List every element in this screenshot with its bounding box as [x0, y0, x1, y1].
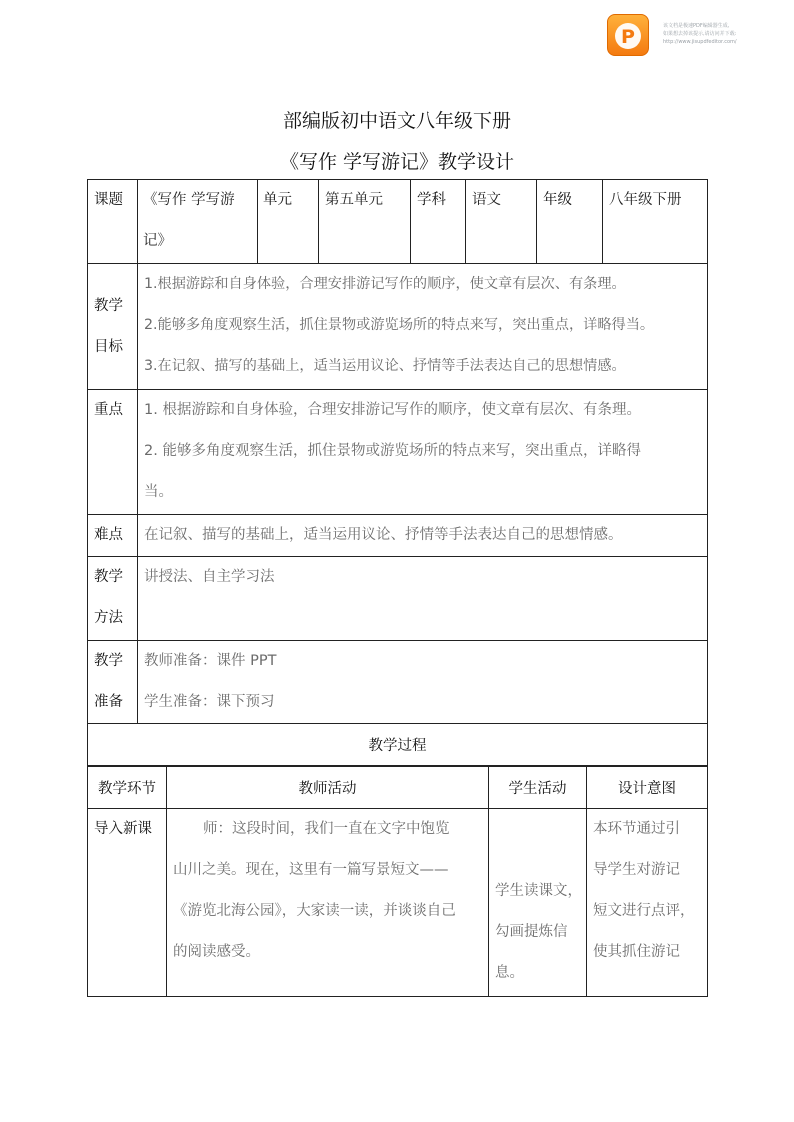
label-goals — [88, 264, 138, 390]
process-table — [87, 766, 708, 997]
col-design-intent: 设计意图 — [587, 767, 708, 809]
difficulty-content: 在记叙、描写的基础上，适当运用议论、抒情等手法表达自己的思想情感。 — [138, 515, 708, 557]
key-point-line-1: 1. 根据游踪和自身体验，合理安排游记写作的顺序，使文章有层次、有条理。 — [144, 402, 641, 418]
intro-teacher-line-1: 师：这段时间，我们一直在文字中饱览 — [203, 821, 450, 837]
label-topic: 课题 — [88, 180, 138, 264]
goal-item-2: 2.能够多角度观察生活，抓住景物或游览场所的特点来写，突出重点，详略得当。 — [144, 317, 655, 333]
unit-value: 第五单元 — [319, 180, 411, 264]
label-method-line-2: 方法 — [94, 610, 123, 626]
goal-item-1: 1.根据游踪和自身体验，合理安排游记写作的顺序，使文章有层次、有条理。 — [144, 276, 626, 292]
label-preparation — [88, 641, 138, 724]
label-grade: 年级 — [537, 180, 603, 264]
col-teacher-activity: 教师活动 — [167, 767, 489, 809]
goal-item-3: 3.在记叙、描写的基础上，适当运用议论、抒情等手法表达自己的思想情感。 — [144, 358, 626, 374]
watermark-line-1: 该文档是极速PDF编辑器生成, — [663, 23, 730, 29]
key-points-content — [138, 390, 708, 515]
goals-row — [88, 264, 708, 390]
process-header: 教学过程 — [88, 724, 708, 766]
intro-teacher-line-3: 《游览北海公园》，大家读一读，并谈谈自己 — [173, 903, 456, 919]
label-method-line-1: 教学 — [94, 569, 123, 585]
pdf-logo-icon — [607, 14, 649, 56]
label-key-points: 重点 — [88, 390, 138, 515]
intro-teacher-activity — [167, 809, 489, 997]
topic-line-2: 记》 — [143, 233, 172, 249]
process-columns-row — [88, 767, 708, 809]
intro-student-line-1: 学生读课文， — [495, 883, 582, 899]
preparation-row — [88, 641, 708, 724]
goals-content — [138, 264, 708, 390]
label-difficulty: 难点 — [88, 515, 138, 557]
intro-intent-line-1: 本环节通过引 — [593, 821, 680, 837]
subject-value: 语文 — [466, 180, 537, 264]
teacher-preparation: 教师准备：课件 PPT — [144, 653, 277, 669]
process-header-row — [88, 724, 708, 766]
intro-intent-line-4: 使其抓住游记 — [593, 944, 680, 960]
col-step: 教学环节 — [88, 767, 167, 809]
intro-intent-line-2: 导学生对游记 — [593, 862, 680, 878]
intro-student-activity — [489, 809, 587, 997]
document-title: 部编版初中语文八年级下册 — [282, 110, 511, 132]
watermark-line-3: http://www.jisupdfeditor.com/ — [663, 39, 737, 45]
difficulty-row — [88, 515, 708, 557]
watermark-text — [663, 22, 773, 46]
intro-teacher-line-2: 山川之美。现在，这里有一篇写景短文—— — [173, 862, 449, 878]
method-content: 讲授法、自主学习法 — [138, 557, 708, 641]
key-point-line-3: 当。 — [144, 484, 173, 500]
method-row — [88, 557, 708, 641]
label-method — [88, 557, 138, 641]
info-row — [88, 180, 708, 264]
watermark-line-2: 如果想去掉该提示,请访问并下载: — [663, 31, 737, 37]
grade-value: 八年级下册 — [603, 180, 708, 264]
label-goals-line-1: 教学 — [94, 297, 123, 314]
topic-line-1: 《写作 学写游 — [143, 192, 235, 208]
lesson-info-table — [87, 179, 708, 766]
intro-student-line-3: 息。 — [495, 965, 524, 981]
svg-text:P: P — [621, 26, 635, 48]
key-point-line-2: 2. 能够多角度观察生活，抓住景物或游览场所的特点来写，突出重点，详略得 — [144, 443, 641, 459]
watermark — [607, 14, 773, 56]
preparation-content — [138, 641, 708, 724]
topic-cell — [138, 180, 258, 264]
intro-student-line-2: 勾画提炼信 — [495, 924, 568, 940]
intro-teacher-line-4: 的阅读感受。 — [173, 944, 260, 960]
label-unit: 单元 — [258, 180, 319, 264]
label-goals-line-2: 目标 — [94, 338, 123, 355]
label-subject: 学科 — [411, 180, 466, 264]
student-preparation: 学生准备：课下预习 — [144, 694, 275, 710]
intro-row — [88, 809, 708, 997]
key-points-row — [88, 390, 708, 515]
intro-design-intent — [587, 809, 708, 997]
intro-intent-line-3: 短文进行点评， — [593, 903, 695, 919]
document-subtitle: 《写作 学写游记》教学设计 — [279, 151, 515, 173]
label-preparation-line-1: 教学 — [94, 653, 123, 669]
col-student-activity: 学生活动 — [489, 767, 587, 809]
label-preparation-line-2: 准备 — [94, 694, 123, 710]
intro-step: 导入新课 — [88, 809, 167, 997]
